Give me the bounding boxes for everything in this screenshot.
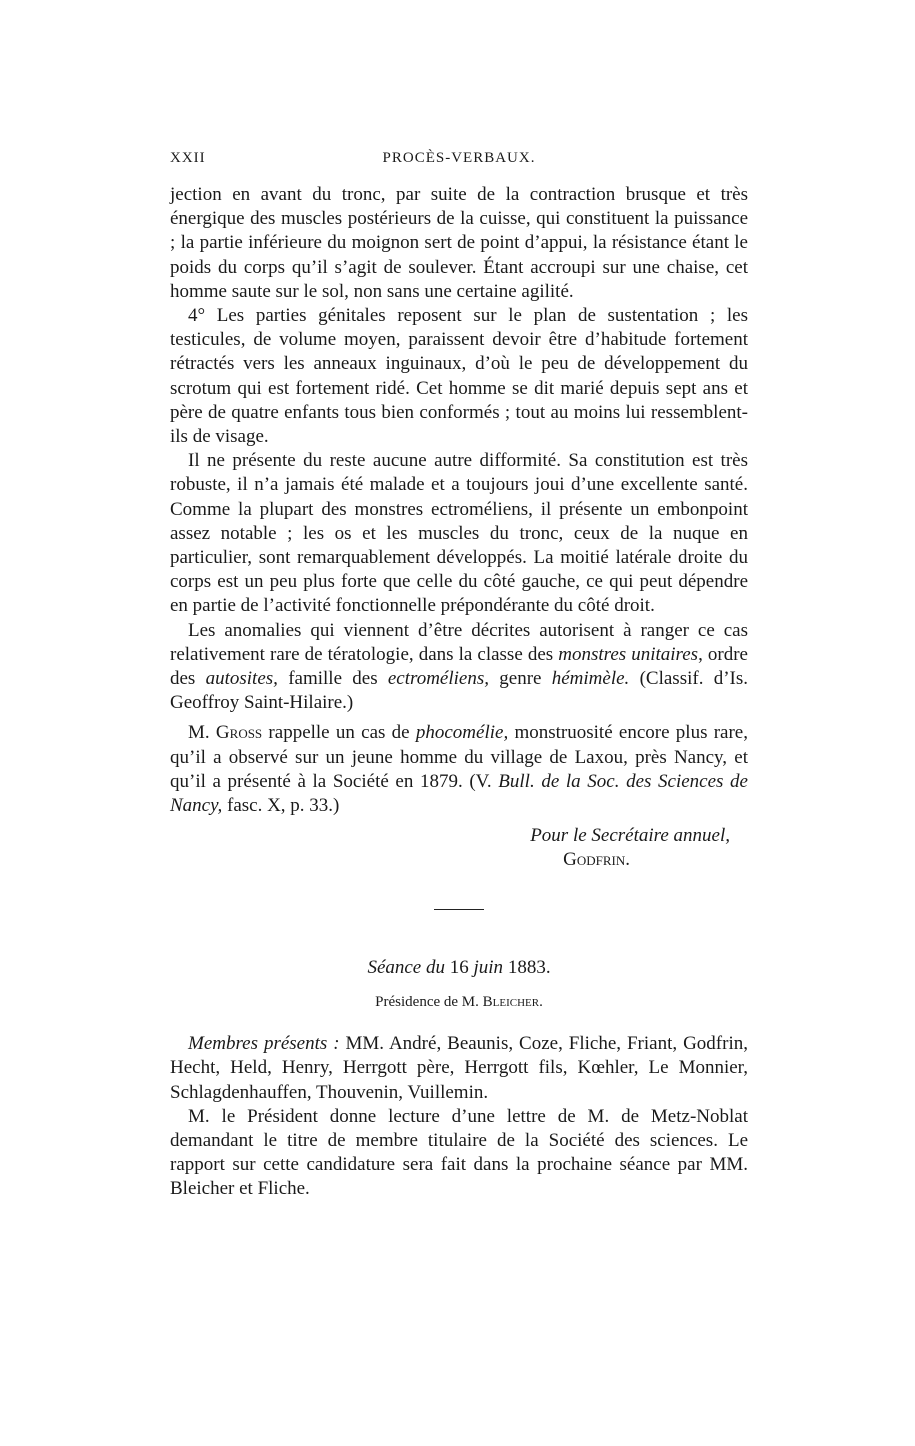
italic-citation: Bull. de la Soc. des Sciences de Nancy, (170, 770, 748, 817)
text-run: Les anomalies qui viennent d’être décrites autorisent à ranger ce cas relativement rare de tératologie, dans la classe des (170, 619, 748, 665)
session-title (170, 956, 748, 980)
signature-title (170, 824, 748, 848)
session-year: 1883. (507, 956, 551, 978)
signature-block (170, 824, 748, 872)
text-run: M. (188, 722, 216, 744)
paragraph-gross (170, 721, 748, 818)
page-number: XXII (170, 150, 206, 166)
session-day: 16 (449, 956, 469, 978)
italic-term: hémimèle. (551, 668, 630, 690)
italic-term: phocomélie, (415, 722, 509, 744)
text-run: rappelle un cas de (262, 722, 416, 744)
text-run: genre (489, 668, 552, 690)
person-name: Gross (215, 722, 263, 744)
signature-title-text: Pour le Secrétaire annuel, (530, 825, 730, 847)
italic-term: ectroméliens, (387, 668, 489, 690)
presidence-line (170, 990, 748, 1014)
president-name: Bleicher. (482, 993, 543, 1010)
text-run: (Classif. d’Is. Geoffroy Saint-Hilaire.) (170, 668, 749, 714)
text-run: monstruosité encore plus rare, qu’il a observé sur un jeune homme du village de Laxou, près Nancy, et qu’il a présenté à la Société en 1879. (V. (170, 722, 748, 792)
text-run: , ordre des (170, 643, 748, 690)
text-run: famille des (277, 668, 388, 690)
paragraph-members (170, 1032, 748, 1105)
paragraph-genital: 4° Les parties génitales reposent sur le plan de sustentation ; les testicules, de volume moyen, paraissent devoir être d’habitude fortement rétractés vers les anneaux inguinaux, d’où le peu de développement du scrotum qui est fortement ridé. Cet homme se dit marié depuis sept ans et père de quatre enfants tous bien conformés ; tout au moins lui ressemblent-ils de visage. (170, 305, 748, 448)
section-divider (434, 909, 484, 910)
italic-term: monstres unitaires (558, 643, 699, 665)
paragraph-classification (170, 619, 748, 716)
paragraph-constitution: Il ne présente du reste aucune autre difformité. Sa constitution est très robuste, il n’a jamais été malade et a toujours joui d’une excellente santé. Comme la plupart des monstres ectroméliens, il présente un embonpoint assez notable ; les os et les muscles du tronc, ceux de la nuque en particulier, sont remarquablement développés. La moitié latérale droite du corps est un peu plus forte que celle du côté gauche, ce qui peut dépendre en partie de l’activité fonctionnelle prépondérante du côté droit. (170, 450, 748, 617)
paragraph-continuation: jection en avant du tronc, par suite de la contraction brusque et très énergique des muscles postérieurs de la cuisse, qui constituent la puissance ; la partie inférieure du moignon sert de point d’appui, la résistance étant le poids du corps qu’il s’agit de soulever. Étant accroupi sur une chaise, cet homme saute sur le sol, non sans une certaine agilité. (170, 184, 748, 302)
members-list: MM. André, Beaunis, Coze, Fliche, Friant, Godfrin, Hecht, Held, Henry, Herrgott père, Herrgott fils, Kœhler, Le Monnier, Schlagdenhauffen, Thouvenin, Vuillemin. (170, 1033, 748, 1103)
running-title: PROCÈS-VERBAUX. (382, 150, 536, 166)
presidence-prefix: Présidence de M. (375, 993, 483, 1010)
session-month: juin (473, 956, 504, 978)
italic-term: autosites, (205, 668, 278, 690)
text-run: fasc. X, p. 33.) (222, 795, 340, 817)
signature-name: Godfrin. (563, 849, 630, 871)
page-body (170, 183, 748, 1202)
session-title-text: Séance du (367, 956, 445, 978)
paragraph-letter: M. le Président donne lecture d’une lettre de M. de Metz-Noblat demandant le titre de membre titulaire de la Société des sciences. Le rapport sur cette candidature sera fait dans la prochaine séance par MM. Bleicher et Fliche. (170, 1105, 748, 1200)
members-label: Membres présents : (188, 1033, 340, 1055)
